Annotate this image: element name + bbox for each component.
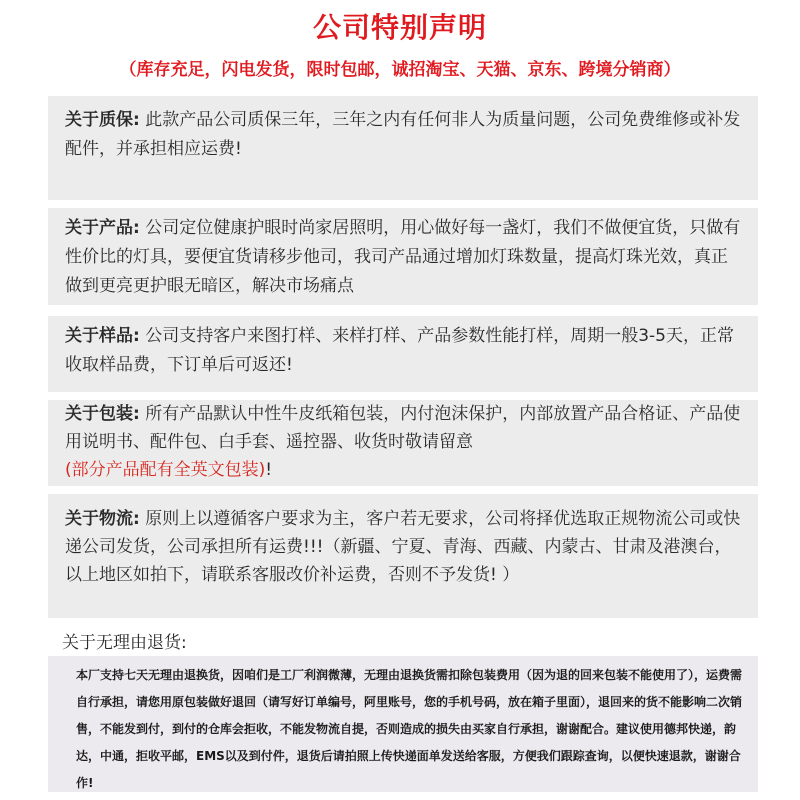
return-policy-notice	[48, 656, 758, 792]
warranty-section	[48, 96, 758, 200]
warranty-label: 关于质保:	[65, 110, 140, 130]
return-policy-text: 本厂支持七天无理由退换货，因咱们是工厂利润微薄，无理由退换货需扣除包装费用（因为退的回来包装不能使用了），运费需自行承担，请您用原包装做好退回（请写好订单编号，阿里账号，您的手机号码，放在箱子里面），退回来的货不能影响二次销售，不能发到付，到付的仓库会拒收，不能发物流自提，否则造成的损失由买家自行承担，谢谢配合。建议使用德邦快递，韵达，中通，拒收平邮，EMS以及到付件，退货后请拍照上传快递面单发送给客服，方便我们跟踪查询，以便快速退款，谢谢合作!	[76, 668, 743, 790]
return-policy-heading: 关于无理由退货:	[62, 633, 187, 653]
product-section	[48, 208, 758, 305]
warranty-text: 此款产品公司质保三年，三年之内有任何非人为质量问题，公司免费维修或补发配件，并承担相应运费!	[65, 110, 741, 159]
packing-tail: !	[265, 460, 273, 480]
page-subtitle: （库存充足，闪电发货，限时包邮，诚招淘宝、天猫、京东、跨境分销商）	[119, 60, 681, 80]
page-title: 公司特别声明	[312, 11, 487, 44]
sample-label: 关于样品:	[65, 326, 140, 346]
packing-highlight: (部分产品配有全英文包装)	[65, 460, 266, 480]
shipping-label: 关于物流:	[65, 509, 140, 529]
packing-text: 所有产品默认中性牛皮纸箱包装，内付泡沫保护，内部放置产品合格证、产品使用说明书、配件包、白手套、遥控器、收货时敬请留意	[65, 404, 741, 452]
sample-text: 公司支持客户来图打样、来样打样、产品参数性能打样，周期一般3-5天，正常收取样品费，下订单后可返还!	[65, 326, 734, 375]
product-text: 公司定位健康护眼时尚家居照明，用心做好每一盏灯，我们不做便宜货，只做有性价比的灯具，要便宜货请移步他司，我司产品通过增加灯珠数量，提高灯珠光效，真正做到更亮更护眼无暗区，解决市场痛点	[65, 218, 741, 296]
shipping-text: 原则上以遵循客户要求为主，客户若无要求，公司将择优选取正规物流公司或快递公司发货，公司承担所有运费!!!（新疆、宁夏、青海、西藏、内蒙古、甘肃及港澳台，以上地区如拍下，请联系客服改价补运费，否则不予发货! ）	[65, 509, 741, 585]
sample-section	[48, 316, 758, 392]
packing-label: 关于包装:	[65, 404, 140, 424]
shipping-section	[48, 494, 758, 618]
product-label: 关于产品:	[65, 218, 140, 238]
packing-section	[48, 400, 758, 486]
